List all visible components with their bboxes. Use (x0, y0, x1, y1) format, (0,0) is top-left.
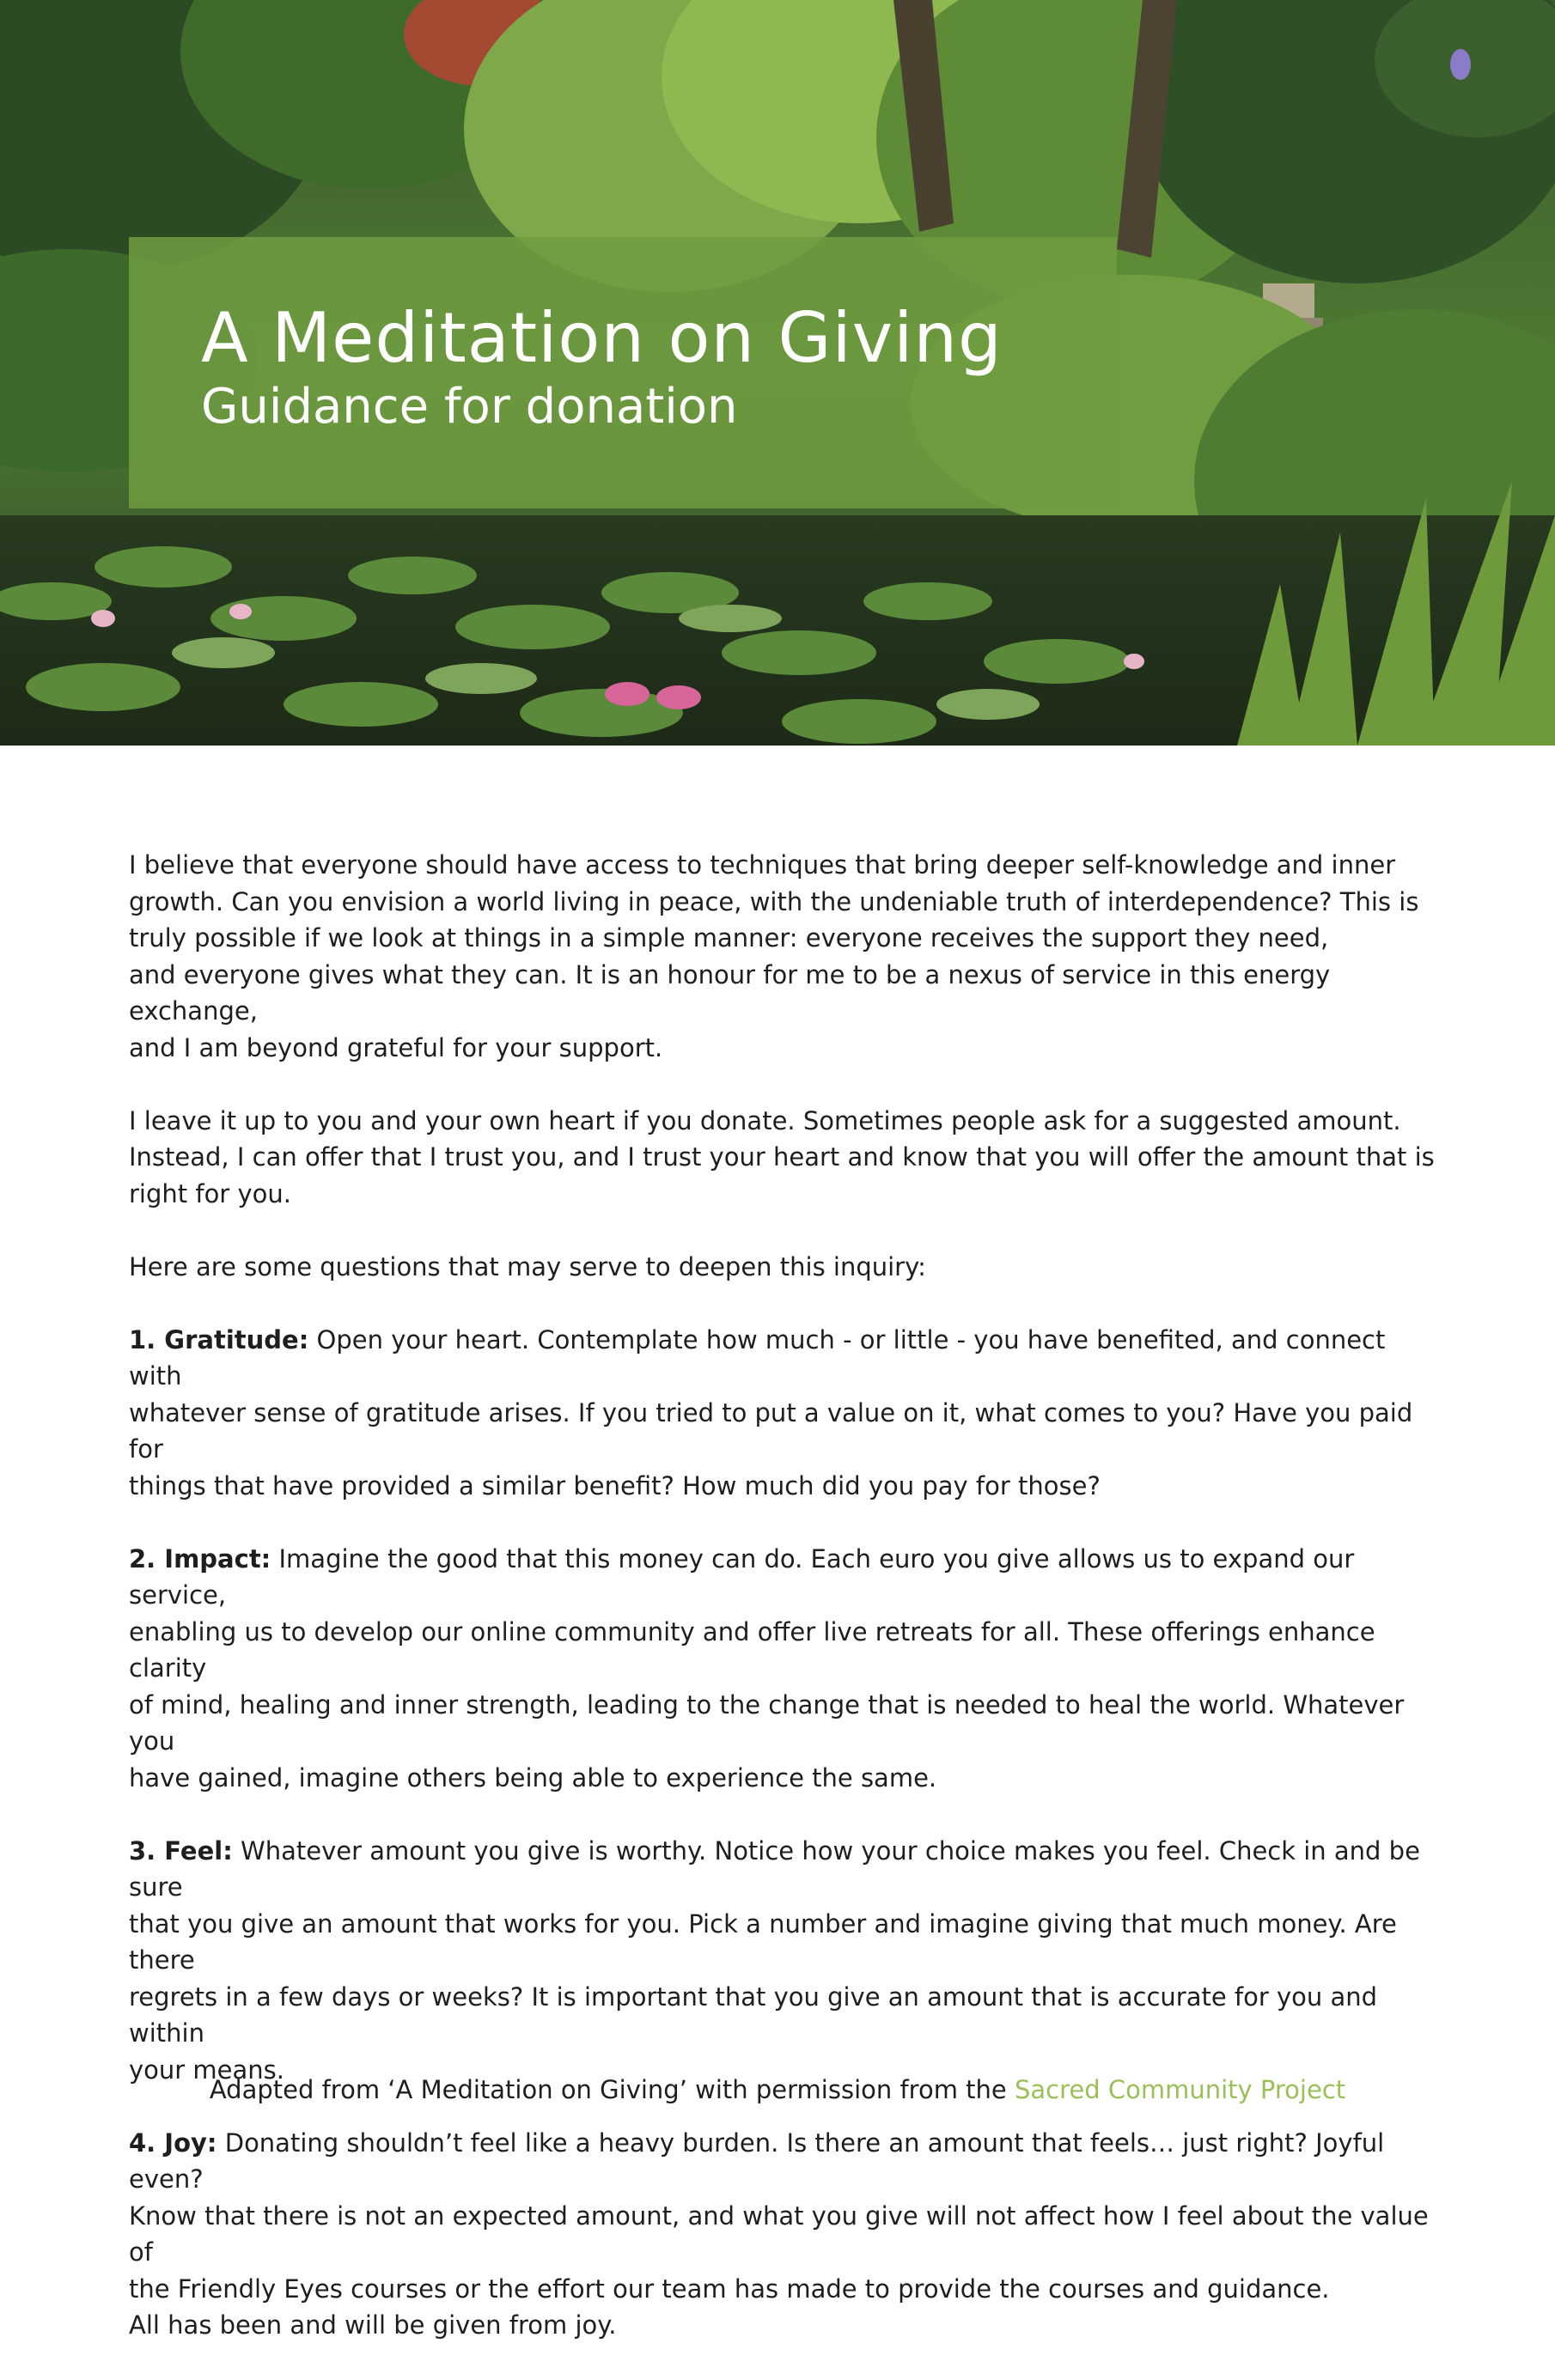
question-text: Donating shouldn’t feel like a heavy burden. Is there an amount that feels… just right? Joyful even? Know that there is not an expected amount, and what you give will not affect how I feel about the value of the Friendly Eyes courses or the effort our team has made to provide the courses and guidance. All has been and will be given from joy. (129, 2127, 1429, 2340)
page-title: A Meditation on Giving (201, 298, 1003, 378)
question-impact (129, 1541, 1443, 1797)
page-subtitle: Guidance for donation (201, 379, 738, 435)
question-label: 2. Impact: (129, 1543, 271, 1573)
footer-attribution (0, 2072, 1555, 2108)
sacred-community-project-link[interactable]: Sacred Community Project (1014, 2075, 1346, 2104)
intro-paragraph: I believe that everyone should have access to techniques that bring deeper self-knowledge and inner growth. Can you envision a world living in peace, with the undeniable truth of interdependence? This is truly possible if we look at things in a simple manner: everyone receives the support they need, and everyone gives what they can. It is an honour for me to be a nexus of service in this energy exchange, and I am beyond grateful for your support. (129, 850, 1419, 1062)
title-box (129, 237, 1117, 508)
question-feel (129, 1833, 1443, 2089)
question-text: Whatever amount you give is worthy. Notice how your choice makes you feel. Check in and be sure that you give an amount that works for you. Pick a number and imagine giving that much money. Are there regrets in a few days or weeks? It is important that you give an amount that is accurate for you and within your means. (129, 1835, 1420, 2085)
hero-banner (0, 0, 1555, 746)
question-gratitude (129, 1322, 1443, 1505)
document-body (129, 847, 1443, 2380)
donation-paragraph: I leave it up to you and your own heart if you donate. Sometimes people ask for a suggested amount. Instead, I can offer that I trust you, and I trust your heart and know that you will offer the amount that is right for you. (129, 1105, 1435, 1208)
question-text: Open your heart. Contemplate how much - or little - you have benefited, and connect with whatever sense of gratitude arises. If you tried to put a value on it, what comes to you? Have you paid for things that have provided a similar benefit? How much did you pay for those? (129, 1324, 1413, 1500)
attribution-text: Adapted from ‘A Meditation on Giving’ with permission from the (209, 2075, 1015, 2104)
question-label: 3. Feel: (129, 1835, 233, 1866)
questions-intro: Here are some questions that may serve to deepen this inquiry: (129, 1251, 926, 1281)
question-label: 1. Gratitude: (129, 1324, 309, 1354)
question-joy (129, 2125, 1443, 2344)
question-label: 4. Joy: (129, 2127, 217, 2158)
question-text: Imagine the good that this money can do. Each euro you give allows us to expand our service, enabling us to develop our online community and offer live retreats for all. These offerings enhance clarity of mind, healing and inner strength, leading to the change that is needed to heal the world. Whatever you have gained, imagine others being able to experience the same. (129, 1543, 1405, 1793)
